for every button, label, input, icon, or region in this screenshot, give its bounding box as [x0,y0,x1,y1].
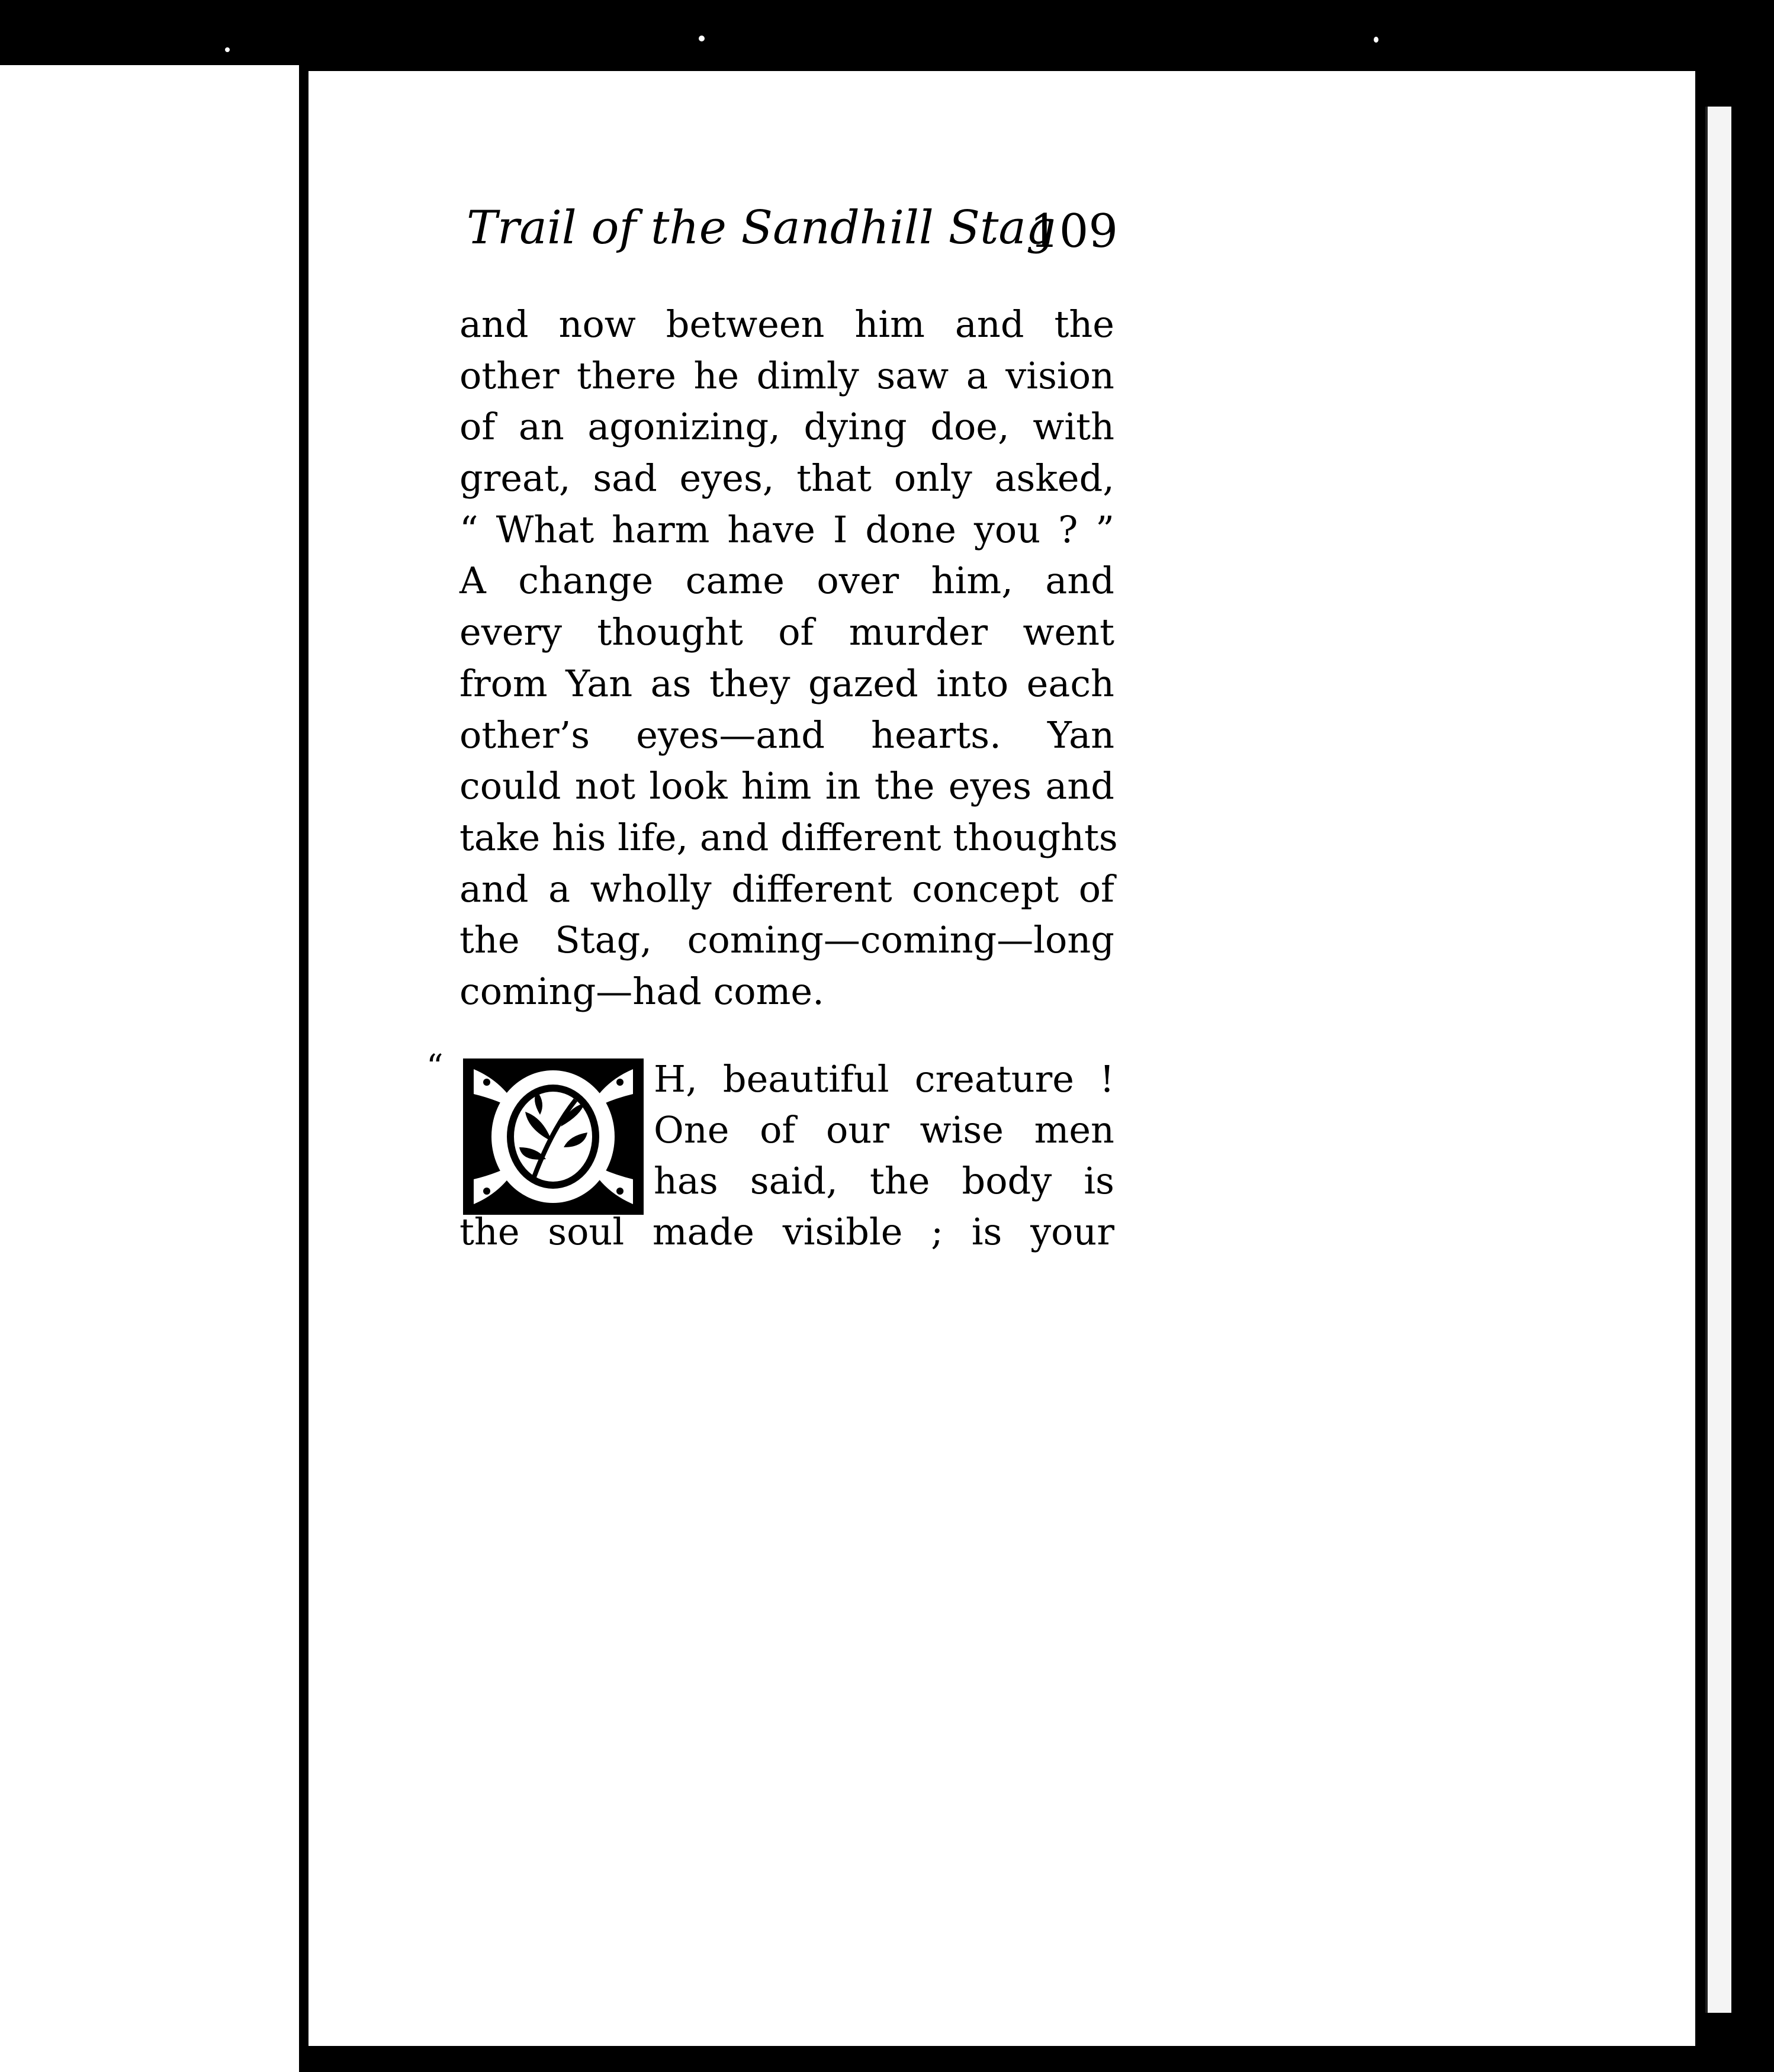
text-line: could not look him in the eyes and [459,764,1114,808]
text-line: every thought of murder went [459,610,1114,654]
text-line: from Yan as they gazed into each [459,661,1114,705]
running-title: Trail of the Sandhill Stag [467,201,1056,255]
text-line: H, beautiful creature ! [654,1057,1114,1101]
book-gutter [299,65,308,2072]
dropcap-ornament-icon [463,1058,644,1215]
text-line: “ What harm have I done you ? ” [459,507,1114,551]
text-line: the Stag, coming—coming—long [459,918,1114,962]
text-line: of an agonizing, dying doe, with [459,405,1114,449]
text-line: and now between him and the [459,303,1114,346]
text-line: and a wholly different concept of [459,867,1114,910]
paragraph-1 [459,299,1118,1018]
text-line: the soul made visible ; is your [459,1210,1114,1253]
dust-speck [225,47,230,52]
page-edge [1705,107,1731,2013]
open-quote: “ [426,1048,444,1086]
text-line: other there he dimly saw a vision [459,353,1114,397]
page-number: 109 [1030,205,1118,258]
text-line: take his life, and different thoughts [459,815,1118,859]
dropcap-o [463,1058,644,1215]
paragraph-2 [426,1048,1114,1302]
left-page [0,65,299,2072]
running-head [467,201,1118,266]
text-line: other’s eyes—and hearts. Yan [459,713,1114,757]
text-line: great, sad eyes, that only asked, [459,456,1114,500]
dust-speck [699,36,705,41]
text-line: One of our wise men [654,1108,1114,1151]
text-line: coming—had come. [459,969,824,1013]
text-line: has said, the body is [654,1159,1114,1202]
dust-speck [1374,37,1378,43]
text-line: A change came over him, and [459,559,1114,603]
